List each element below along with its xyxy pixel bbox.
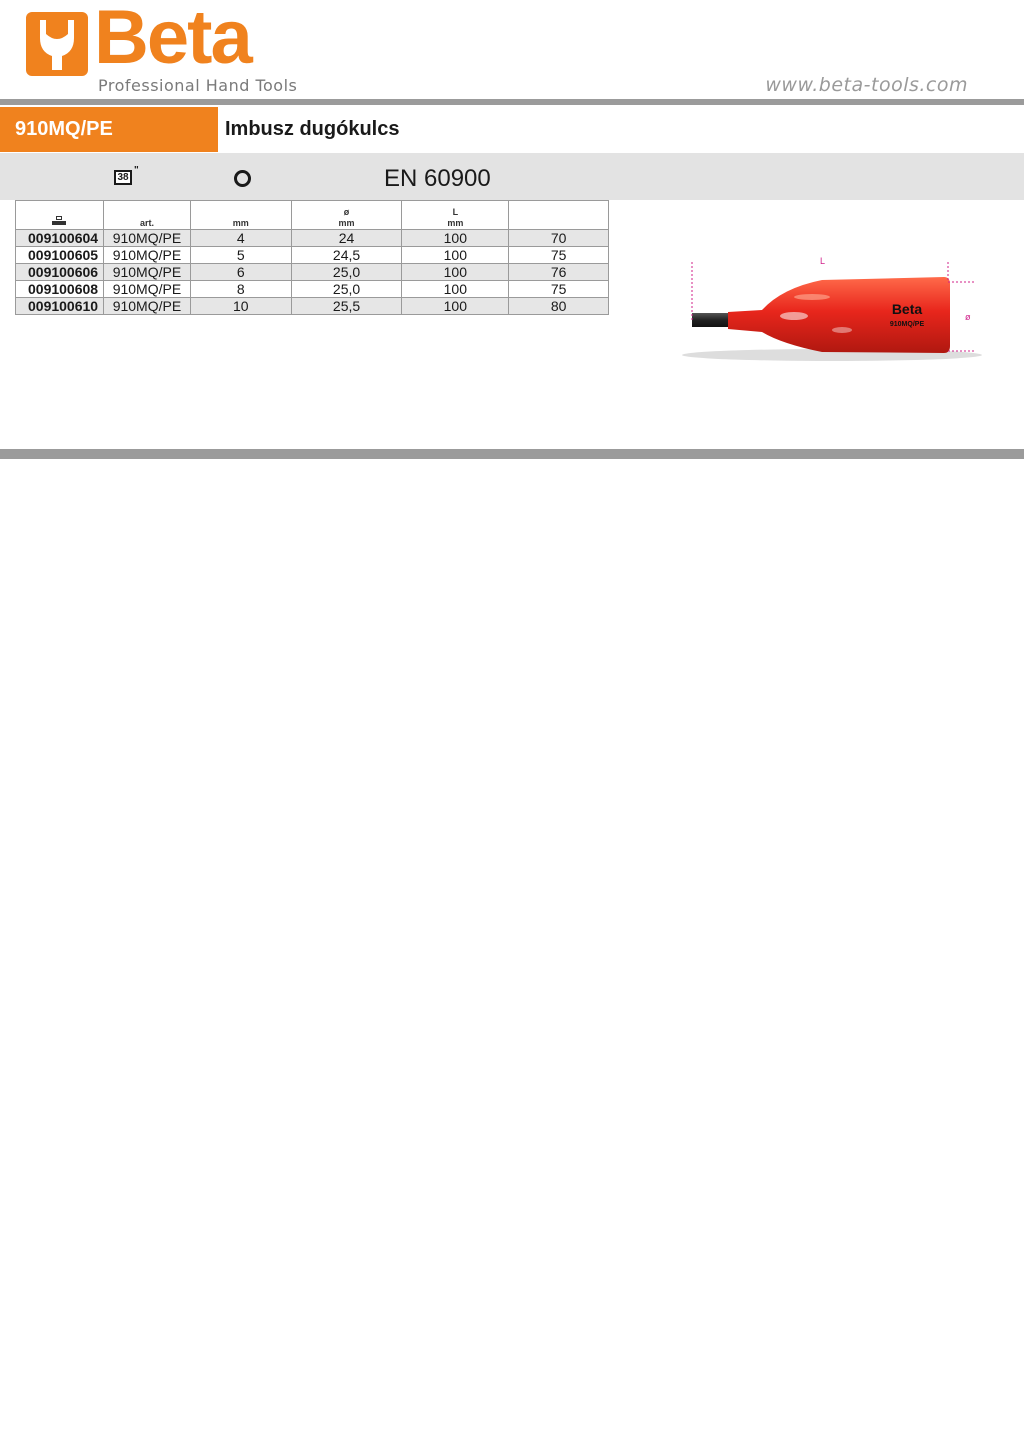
length-cell: 100 (402, 247, 509, 264)
order-code: 009100604 (16, 230, 104, 247)
size-cell: 6 (190, 264, 291, 281)
article-cell: 910MQ/PE (103, 281, 190, 298)
diameter-label: ø (965, 312, 971, 322)
diameter-cell: 24 (291, 230, 402, 247)
product-code-box (0, 107, 218, 152)
column-header-weight-value (509, 201, 609, 230)
brand-tagline: Professional Hand Tools (98, 76, 298, 95)
column-header-diameter: ø mm (291, 201, 402, 230)
weight-cell: 76 (509, 264, 609, 281)
column-header-size: mm (190, 201, 291, 230)
length-cell: 100 (402, 230, 509, 247)
diameter-cell: 24,5 (291, 247, 402, 264)
beta-logo (26, 0, 298, 96)
length-label: L (820, 256, 826, 266)
product-table (15, 200, 609, 315)
footer-divider (0, 449, 1024, 459)
order-code: 009100605 (16, 247, 104, 264)
size-cell: 10 (190, 298, 291, 315)
article-cell: 910MQ/PE (103, 298, 190, 315)
article-cell: 910MQ/PE (103, 264, 190, 281)
table-row (16, 281, 609, 298)
brand-wordmark: Beta (94, 0, 251, 80)
weight-cell: 75 (509, 247, 609, 264)
page-header (0, 0, 1024, 100)
drive-size-label: 38 (114, 170, 132, 185)
product-code: 910MQ/PE (15, 118, 113, 140)
table-row (16, 298, 609, 315)
diameter-cell: 25,0 (291, 281, 402, 298)
table-header-row (16, 201, 609, 230)
table-row (16, 247, 609, 264)
weight-cell: 75 (509, 281, 609, 298)
body-code-text: 910MQ/PE (889, 321, 925, 328)
diameter-cell: 25,0 (291, 264, 402, 281)
header-divider (0, 99, 1024, 105)
length-cell: 100 (402, 281, 509, 298)
weight-cell: 80 (509, 298, 609, 315)
length-cell: 100 (402, 298, 509, 315)
size-cell: 4 (190, 230, 291, 247)
column-header-weight (16, 201, 104, 230)
drive-size-icon: 38 " (114, 169, 140, 187)
socket-circle-icon (234, 170, 251, 187)
product-image (682, 252, 982, 372)
spec-bar (0, 153, 1024, 200)
size-cell: 8 (190, 281, 291, 298)
weight-icon (52, 216, 66, 226)
standard-label: EN 60900 (384, 165, 491, 192)
length-cell: 100 (402, 264, 509, 281)
body-brand-text: Beta (891, 301, 923, 317)
order-code: 009100606 (16, 264, 104, 281)
article-cell: 910MQ/PE (103, 247, 190, 264)
table-row (16, 264, 609, 281)
table-row (16, 230, 609, 247)
column-header-article: art. (103, 201, 190, 230)
product-title-bar (0, 107, 1024, 152)
wrench-logo-icon (26, 12, 88, 76)
order-code: 009100610 (16, 298, 104, 315)
diameter-cell: 25,5 (291, 298, 402, 315)
website-url[interactable]: www.beta-tools.com (765, 74, 968, 96)
product-title: Imbusz dugókulcs (225, 118, 400, 140)
article-cell: 910MQ/PE (103, 230, 190, 247)
column-header-length: L mm (402, 201, 509, 230)
order-code: 009100608 (16, 281, 104, 298)
weight-cell: 70 (509, 230, 609, 247)
size-cell: 5 (190, 247, 291, 264)
